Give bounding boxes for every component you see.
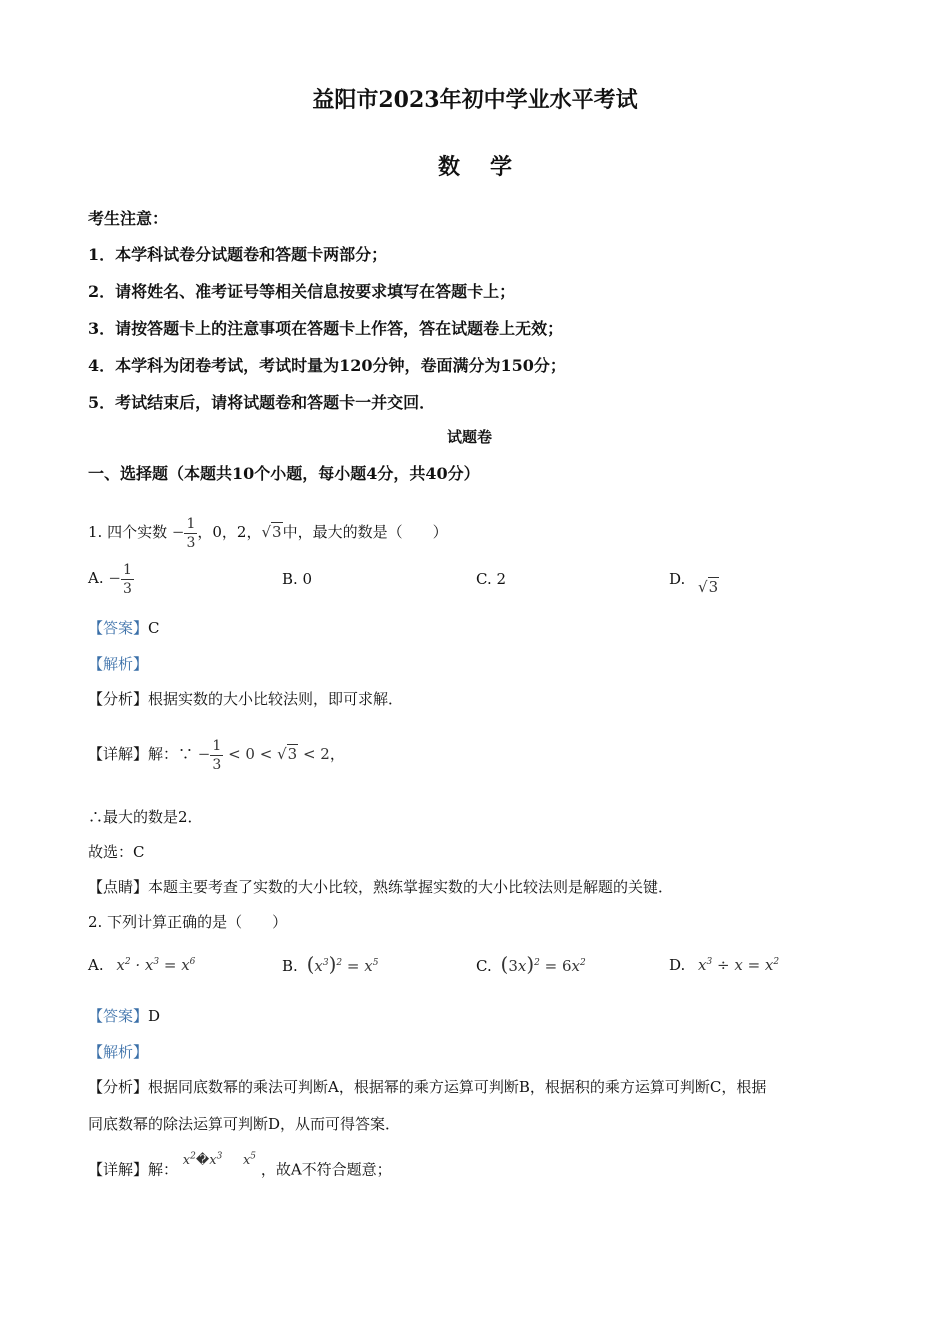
q2-fenxi-line1: 【分析】根据同底数幂的乘法可判断A，根据幂的乘方运算可判断B，根据积的乘方运算可判断C，根据 [88, 1078, 767, 1096]
option-label: D. [669, 956, 686, 974]
notice-item: 5．考试结束后，请将试题卷和答题卡一并交回． [88, 393, 436, 412]
q2-option-c [476, 952, 586, 976]
detail-comma: ， [329, 745, 345, 763]
sqrt-radicand: 3 [287, 745, 298, 763]
q1-therefore: ∴最大的数是2． [88, 808, 203, 826]
paper-label: 试题卷 [447, 428, 493, 446]
sqrt-expression: √3 [261, 523, 282, 541]
q2-option-d [669, 956, 779, 974]
q1-option-c: C. 2 [476, 570, 507, 588]
q1-stem-prefix: 1. 四个实数 [88, 523, 168, 541]
minus-sign: − [171, 523, 185, 541]
minus-sign: − [197, 745, 211, 763]
q1-stem-suffix: 中，最大的数是（ ） [282, 523, 448, 541]
q1-detail [88, 718, 345, 790]
fraction-denominator: 3 [186, 534, 196, 551]
sqrt-radicand: 3 [708, 578, 719, 596]
fraction-denominator: 3 [212, 756, 222, 773]
fraction-numerator: 1 [212, 737, 222, 754]
q1-stem [88, 496, 448, 568]
minus-sign: − [108, 569, 121, 587]
q1-option-d [669, 570, 719, 596]
garbled-glyph: � [195, 1153, 210, 1169]
q2-fenxi-line2: 同底数幂的除法运算可判断D，从而可得答案． [88, 1115, 401, 1133]
notice-item: 2．请将姓名、准考证号等相关信息按要求填写在答题卡上； [88, 282, 516, 301]
q1-option-a [88, 556, 134, 600]
detail-prefix: 【详解】解： [88, 1160, 179, 1179]
sqrt-expression: √3 [698, 578, 719, 596]
option-label: B. [282, 957, 298, 975]
fraction-denominator: 3 [122, 580, 132, 597]
part1-heading: 一、选择题（本题共10个小题，每小题4分，共40分） [88, 464, 480, 483]
notice-heading: 考生注意： [88, 209, 169, 228]
math-expression: $(3x)^2 = 6x^2$ [500, 952, 586, 976]
detail-suffix: ，故A不符合题意； [260, 1160, 392, 1179]
q2-stem: 2. 下列计算正确的是（ ） [88, 913, 288, 931]
option-label: A. [88, 569, 104, 587]
detail-expr-mid: < 0 < [228, 745, 273, 763]
q2-option-b [282, 952, 378, 976]
detail-expr-end: < 2 [302, 745, 330, 763]
math-expression: $x^3 \div x = x^2$ [698, 956, 780, 974]
q1-choose: 故选：C [88, 843, 145, 861]
notice-item: 1．本学科试卷分试题卷和答题卡两部分； [88, 245, 388, 264]
fraction-numerator: 1 [186, 515, 196, 532]
option-label: A. [88, 956, 104, 974]
q1-answer [88, 617, 160, 638]
notice-item: 3．请按答题卡上的注意事项在答题卡上作答，答在试题卷上无效； [88, 319, 564, 338]
fraction [210, 739, 223, 772]
q2-analysis-tag: 【解析】 [88, 1043, 149, 1061]
option-label: C. [476, 957, 492, 975]
sqrt-expression: √3 [277, 745, 298, 763]
q1-analysis-tag: 【解析】 [88, 655, 149, 673]
answer-value: D [148, 1007, 161, 1025]
math-expression: $(x^3)^2 = x^5$ [306, 952, 379, 976]
q1-stem-mid: ，0，2， [197, 523, 262, 541]
q1-fenxi: 【分析】根据实数的大小比较法则，即可求解． [88, 690, 404, 708]
q2-answer [88, 1005, 160, 1026]
q1-dianjing: 【点睛】本题主要考查了实数的大小比较，熟练掌握实数的大小比较法则是解题的关键． [88, 878, 674, 896]
notice-item: 4．本学科为闭卷考试，考试时量为120分钟，卷面满分为150分； [88, 356, 566, 375]
subject-title: 数学 [437, 154, 542, 180]
sqrt-radicand: 3 [272, 523, 282, 541]
answer-tag: 【答案】 [88, 619, 149, 637]
exam-title: 益阳市2023年初中学业水平考试 [312, 87, 638, 113]
detail-prefix: 【详解】解：∵ [88, 745, 194, 763]
option-label: D. [669, 570, 686, 588]
q1-option-b: B. 0 [282, 570, 313, 588]
fraction [121, 563, 134, 596]
math-expression: $x^2 \cdot x^3 = x^6$ [116, 956, 196, 974]
math-expression: $x^2�x^3$ $x^5$ [182, 1152, 257, 1169]
answer-tag: 【答案】 [88, 1007, 149, 1025]
fraction-numerator: 1 [122, 561, 132, 578]
q2-option-a [88, 956, 195, 974]
answer-value: C [148, 619, 160, 637]
fraction [184, 517, 197, 550]
q2-detail [88, 1145, 392, 1193]
